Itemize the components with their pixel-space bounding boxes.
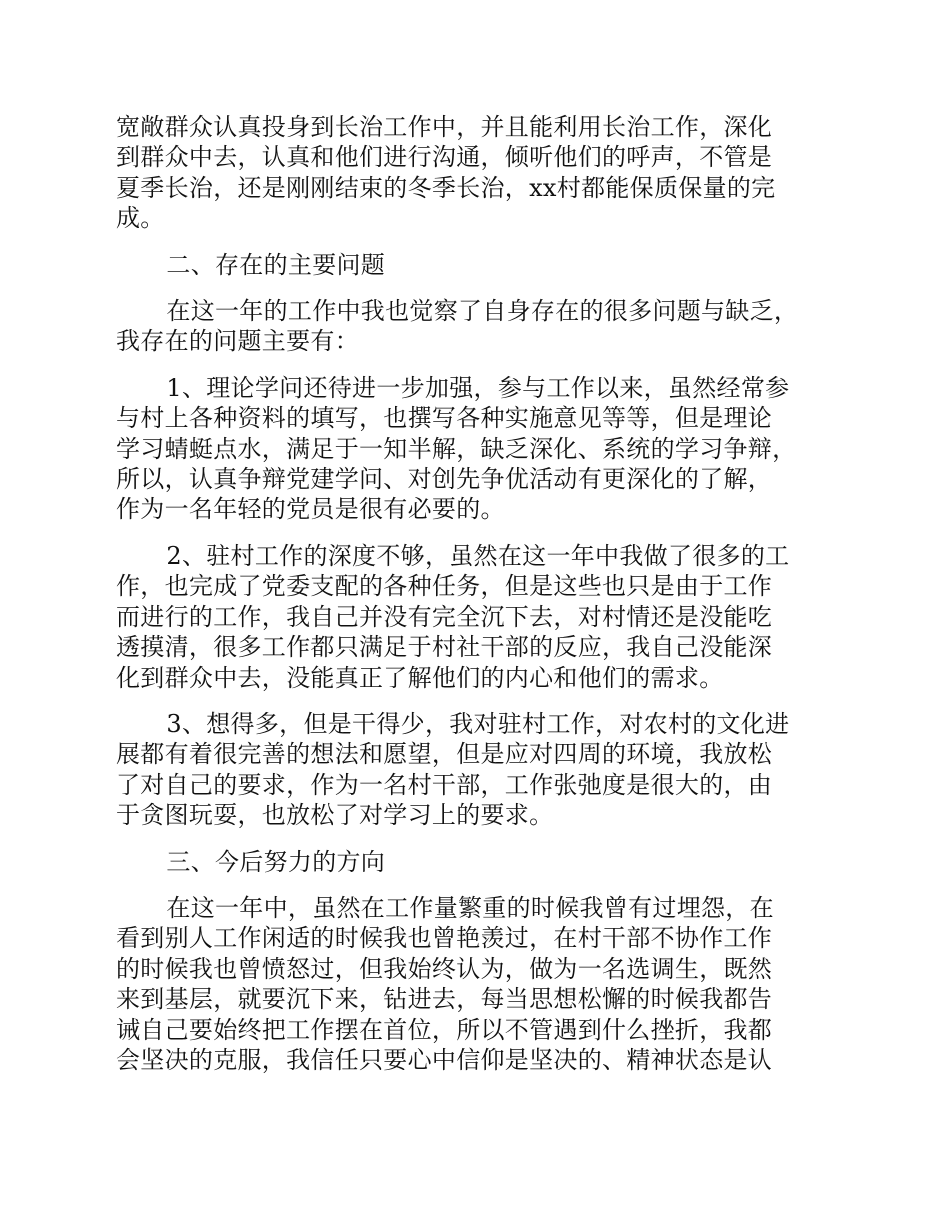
paragraph-problem-2: 2、驻村工作的深度不够，虽然在这一年中我做了很多的工 作，也完成了党委支配的各种任务，但是这些也只是由于工作 而进行的工作，我自己并没有完全沉下去，对村情还是没能吃 透摸清，很多工作都只满足于村社干部的反应，我自己没能深 化到群众中去，没能真正了解他们的内心和他们的需求。 bbox=[116, 541, 790, 692]
section-heading-direction: 三、今后努力的方向 bbox=[166, 847, 386, 876]
paragraph-problem-1: 1、理论学问还待进一步加强，参与工作以来，虽然经常参 与村上各种资料的填写，也撰写各种实施意见等等，但是理论 学习蜻蜓点水，满足于一知半解，缺乏深化、系统的学习争辩， 所以，认真争辩党建学问、对创先争优活动有更深化的了解， 作为一名年轻的党员是很有必要的。 bbox=[116, 373, 797, 524]
section-heading-problems: 二、存在的主要问题 bbox=[166, 250, 386, 279]
paragraph-problems-intro: 在这一年的工作中我也觉察了自身存在的很多问题与缺乏， 我存在的问题主要有： bbox=[116, 297, 799, 356]
document-body bbox=[116, 112, 840, 1091]
paragraph-continuation: 宽敞群众认真投身到长治工作中，并且能利用长治工作，深化 到群众中去，认真和他们进行沟通，倾听他们的呼声，不管是 夏季长治，还是刚刚结束的冬季长治，xx村都能保质保量的完 成。 bbox=[116, 113, 776, 233]
paragraph-direction: 在这一年中，虽然在工作量繁重的时候我曾有过埋怨，在 看到别人工作闲适的时候我也曾艳羡过，在村干部不协作工作 的时候我也曾愤怒过，但我始终认为，做为一名选调生，既然 来到基层，就要沉下来，钻进去，每当思想松懈的时候我都告 诫自己要始终把工作摆在首位，所以不管遇到什么挫折，我都 会坚决的克服，我信任只要心中信仰是坚决的、精神状态是认 bbox=[116, 893, 774, 1074]
paragraph-problem-3: 3、想得多，但是干得少，我对驻村工作，对农村的文化进 展都有着很完善的想法和愿望，但是应对四周的环境，我放松 了对自己的要求，作为一名村干部，工作张弛度是很大的，由 于贪图玩耍，也放松了对学习上的要求。 bbox=[116, 709, 790, 830]
